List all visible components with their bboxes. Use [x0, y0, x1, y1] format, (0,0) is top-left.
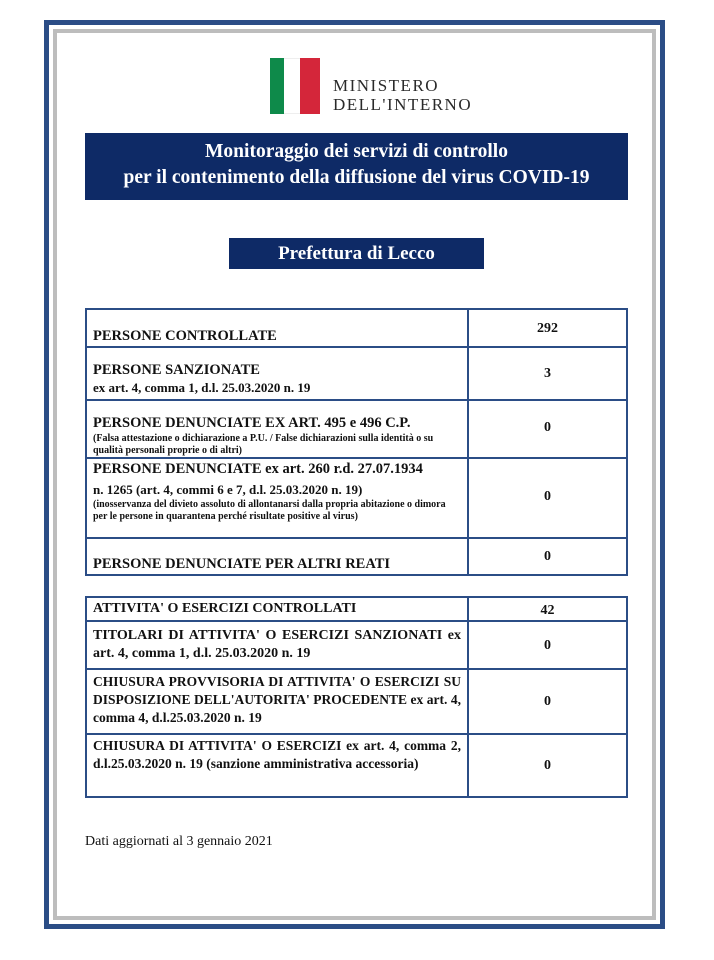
row-text: ATTIVITA' O ESERCIZI CONTROLLATI	[87, 598, 469, 620]
table-row	[87, 310, 626, 348]
title-banner	[85, 133, 628, 200]
row-title: PERSONE DENUNCIATE ex art. 260 r.d. 27.07.1934	[93, 461, 423, 477]
table-row	[87, 459, 626, 539]
row-title: PERSONE CONTROLLATE	[93, 328, 277, 344]
row-value: 0	[544, 758, 551, 773]
table-row	[87, 735, 626, 796]
table-row	[87, 622, 626, 670]
italian-flag-logo-icon	[270, 58, 320, 114]
row-title: PERSONE DENUNCIATE PER ALTRI REATI	[93, 556, 391, 572]
business-table	[85, 596, 628, 798]
banner-line-2: per il contenimento della diffusione del virus COVID-19	[123, 167, 590, 188]
row-title: PERSONE DENUNCIATE EX ART. 495 e 496 C.P.	[93, 415, 411, 431]
logo-line-2: DELL'INTERNO	[333, 95, 473, 114]
table-row	[87, 539, 626, 574]
table-row	[87, 598, 626, 622]
row-value: 0	[544, 638, 551, 653]
row-note: (Falsa attestazione o dichiarazione a P.U. / False dichiarazioni sulla identità o su qualità personali proprie o di altri)	[93, 433, 434, 456]
row-value: 0	[544, 420, 551, 435]
table-row	[87, 348, 626, 401]
row-text: CHIUSURA PROVVISORIA DI ATTIVITA' O ESERCIZI SU DISPOSIZIONE DELL'AUTORITA' PROCEDENTE ex art. 4, comma 4, d.l.25.03.2020 n. 19	[87, 670, 469, 733]
row-text: CHIUSURA DI ATTIVITA' O ESERCIZI ex art. 4, comma 2, d.l.25.03.2020 n. 19 (sanzione amministrativa accessoria)	[87, 735, 469, 796]
logo-line-1: MINISTERO	[333, 76, 440, 95]
table-row	[87, 670, 626, 735]
row-value: 0	[544, 489, 551, 504]
row-value: 292	[537, 321, 558, 336]
row-value: 0	[544, 549, 551, 564]
banner-line-1: Monitoraggio dei servizi di controllo	[205, 141, 508, 162]
ministry-logo-text	[333, 76, 472, 114]
row-value: 42	[540, 603, 555, 618]
row-value: 0	[544, 694, 551, 709]
row-note: (inosservanza del divieto assoluto di allontanarsi dalla propria abitazione o dimora per le persone in quarantena perché risultate positive al virus)	[93, 499, 446, 522]
update-note: Dati aggiornati al 3 gennaio 2021	[85, 834, 273, 849]
row-text: TITOLARI DI ATTIVITA' O ESERCIZI SANZIONATI ex art. 4, comma 1, d.l. 25.03.2020 n. 19	[87, 622, 469, 668]
row-subtitle: n. 1265 (art. 4, commi 6 e 7, d.l. 25.03.2020 n. 19)	[93, 482, 363, 497]
row-title: PERSONE SANZIONATE	[93, 362, 260, 378]
table-row	[87, 401, 626, 459]
prefecture-label: Prefettura di Lecco	[229, 238, 484, 269]
row-value: 3	[544, 366, 551, 381]
persons-table	[85, 308, 628, 576]
row-subtitle: ex art. 4, comma 1, d.l. 25.03.2020 n. 19	[93, 380, 311, 395]
